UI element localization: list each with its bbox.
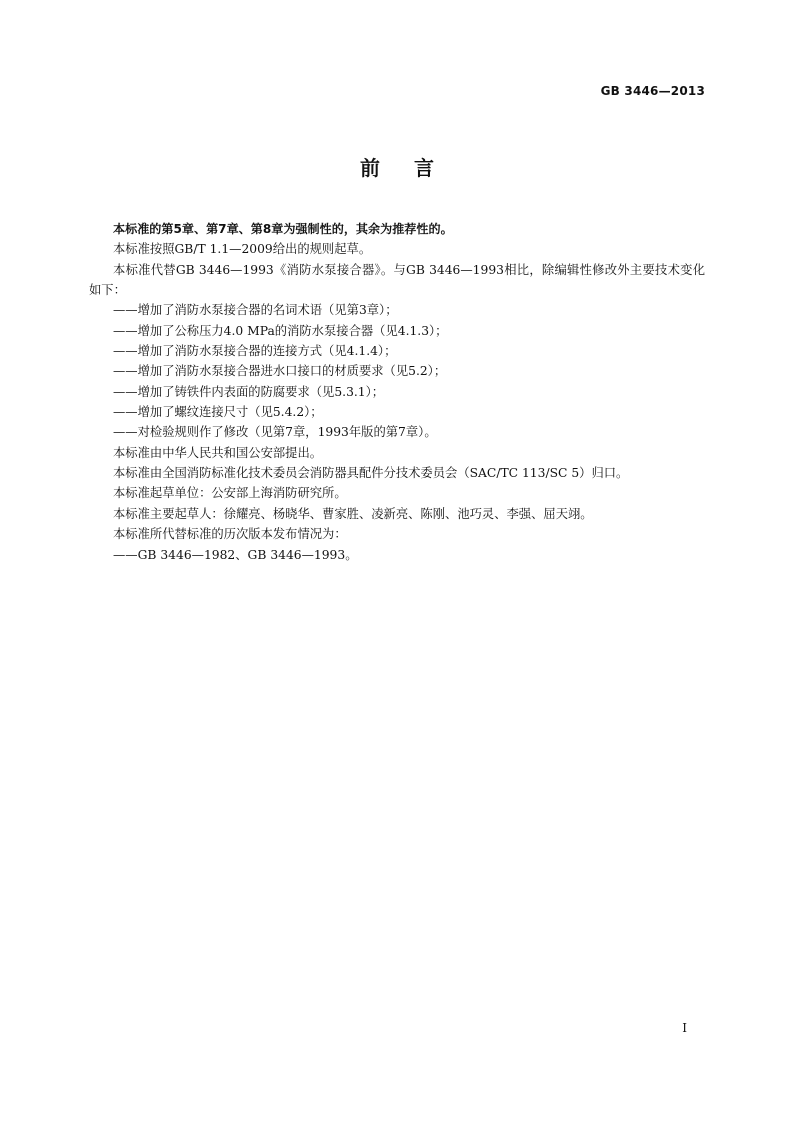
change-list-item: ——增加了消防水泵接合器的连接方式（见4.1.4）； bbox=[113, 344, 397, 359]
change-list-item: ——增加了消防水泵接合器的名词术语（见第3章）； bbox=[113, 303, 398, 318]
page-number: I bbox=[682, 1021, 687, 1035]
replaces-paragraph: 本标准代替GB 3446—1993《消防水泵接合器》。与GB 3446—1993相比，除编辑性修改外主要技术变化如下： bbox=[89, 262, 705, 298]
foreword-body bbox=[89, 219, 705, 565]
change-list-item: ——增加了螺纹连接尺寸（见5.4.2）； bbox=[113, 405, 323, 420]
change-list-item: ——增加了公称压力4.0 MPa的消防水泵接合器（见4.1.3）； bbox=[113, 323, 448, 338]
proposed-by-paragraph: 本标准由中华人民共和国公安部提出。 bbox=[113, 445, 323, 460]
drafting-rules-paragraph: 本标准按照GB/T 1.1—2009给出的规则起草。 bbox=[113, 242, 372, 257]
change-list-item: ——对检验规则作了修改（见第7章，1993年版的第7章）。 bbox=[113, 425, 437, 440]
drafting-unit-paragraph: 本标准起草单位：公安部上海消防研究所。 bbox=[113, 486, 347, 501]
change-list-item: ——增加了铸铁件内表面的防腐要求（见5.3.1）； bbox=[113, 384, 385, 399]
mandatory-clause-paragraph: 本标准的第5章、第7章、第8章为强制性的，其余为推荐性的。 bbox=[113, 222, 453, 236]
page-title: 前言 bbox=[360, 156, 468, 180]
standard-number: GB 3446—2013 bbox=[600, 84, 705, 98]
change-list-item: ——增加了消防水泵接合器进水口接口的材质要求（见5.2）； bbox=[113, 364, 447, 379]
history-list-item: ——GB 3446—1982、GB 3446—1993。 bbox=[113, 547, 358, 562]
drafters-paragraph: 本标准主要起草人：徐耀亮、杨晓华、曹家胜、凌新亮、陈刚、池巧灵、李强、屈天翊。 bbox=[113, 506, 593, 521]
centralized-by-paragraph: 本标准由全国消防标准化技术委员会消防器具配件分技术委员会（SAC/TC 113/SC 5）归口。 bbox=[113, 466, 629, 481]
history-intro-paragraph: 本标准所代替标准的历次版本发布情况为： bbox=[113, 527, 347, 542]
